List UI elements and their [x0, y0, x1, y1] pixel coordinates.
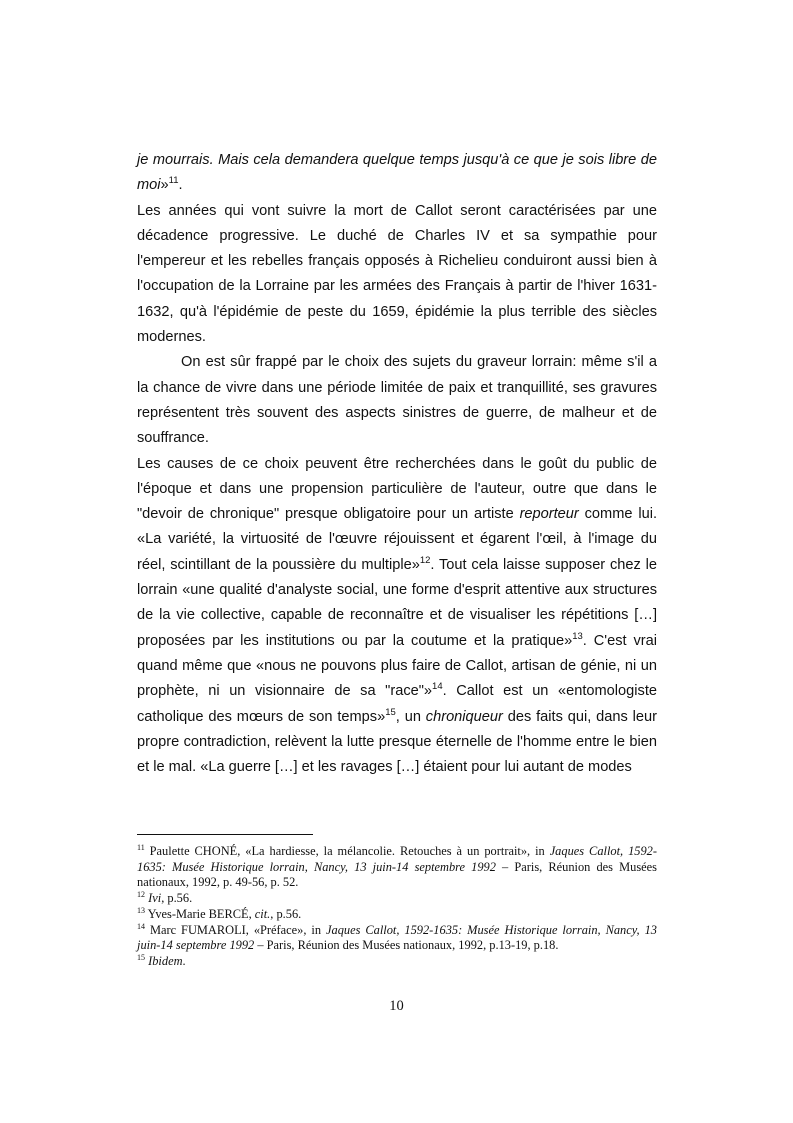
- footnote-ref-15[interactable]: 15: [385, 706, 396, 718]
- footnote-15: $^{15}$ Ibidem.: [137, 952, 186, 968]
- footnote-11: $^{11}$ Paulette CHONÉ, «La hardiesse, la mélancolie. Retouches à un portrait», in Jaques Callot, 1592-1635: Musée Historique lorrain, Nancy, 13 juin-14 septembre 1992 – Paris, Réunion des Musées nationaux, 1992, p. 49-56, p. 52.: [137, 842, 658, 890]
- footnote-ref-12[interactable]: 12: [419, 554, 431, 566]
- footnote-ref-14[interactable]: 14: [432, 681, 443, 693]
- footnote-13: $^{13}$ Yves-Marie BERCÉ, cit., p.56.: [137, 905, 302, 921]
- paragraph-subjects: On est sûr frappé par le choix des sujets du graveur lorrain: même s'il a la chance de vivre dans une période limitée de paix et tranquillité, ses gravures représentent très souvent des aspects sinistres de guerre, de malheur et de souffrance.: [137, 354, 657, 447]
- paragraph-quote-end: je mourrais. Mais cela demandera quelque temps jusqu'à ce que je sois libre de moi»$^{11}$.: [137, 152, 657, 194]
- footnote-14: $^{14}$ Marc FUMAROLI, «Préface», in Jaques Callot, 1592-1635: Musée Historique lorrain, Nancy, 13 juin-14 septembre 1992 – Paris, Réunion des Musées nationaux, 1992, p.13-19, p.18.: [137, 921, 657, 953]
- italic-quote: je mourrais. Mais cela demandera quelque temps jusqu'à ce que je sois libre de moi: [137, 152, 657, 194]
- footnote-ref-13[interactable]: 13: [572, 630, 583, 642]
- paragraph-causes: Les causes de ce choix peuvent être recherchées dans le goût du public de l'époque et dans une propension particulière de l'auteur, outre que dans le "devoir de chronique" presque obligatoire pour un artiste reporteur comme lui. «La variété, la virtuosité de l'œuvre réjouissent et égarent l'œil, à l'image du réel, scintillant de la poussière du multiple»$^{12}$. Tout cela laisse supposer chez le lorrain «une qualité d'analyste social, une forme d'esprit attentive aux structures de la vie collective, capable de reconnaître et de visualiser les répétitions […] proposées par les institutions ou par la coutume et la pratique»$^{13}$. C'est vrai quand même que «nous ne pouvons plus faire de Callot, artisan de génie, ni un prophète, ni un visionnaire de sa "race"»$^{14}$. Callot est un «entomologiste catholique des mœurs de son temps»$^{15}$, un chroniqueur des faits qui, dans leur propre contradiction, relèvent la lutte presque éternelle de l'homme entre le bien et le mal. «La guerre […] et les ravages […] étaient pour lui autant de modes: [137, 455, 657, 776]
- footnote-separator: [137, 834, 313, 835]
- paragraph-decadence: Les années qui vont suivre la mort de Callot seront caractérisées par une décadence progressive. Le duché de Charles IV et sa sympathie pour l'empereur et les rebelles français opposés à Richelieu conduiront aussi bien à l'occupation de la Lorraine par les armées des Français à partir de l'hiver 1631-1632, qu'à l'épidémie de peste du 1659, épidémie la plus terrible des siècles modernes.: [137, 202, 657, 346]
- body-text: [137, 148, 657, 780]
- italic-term-chroniqueur: chroniqueur: [425, 708, 503, 725]
- footnotes: [137, 834, 657, 970]
- italic-term-reporteur: reporteur: [519, 506, 579, 523]
- footnote-12: $^{12}$ Ivi, p.56.: [137, 889, 193, 906]
- page-number: 10: [389, 998, 404, 1014]
- footnote-ref-11[interactable]: 11: [168, 175, 179, 187]
